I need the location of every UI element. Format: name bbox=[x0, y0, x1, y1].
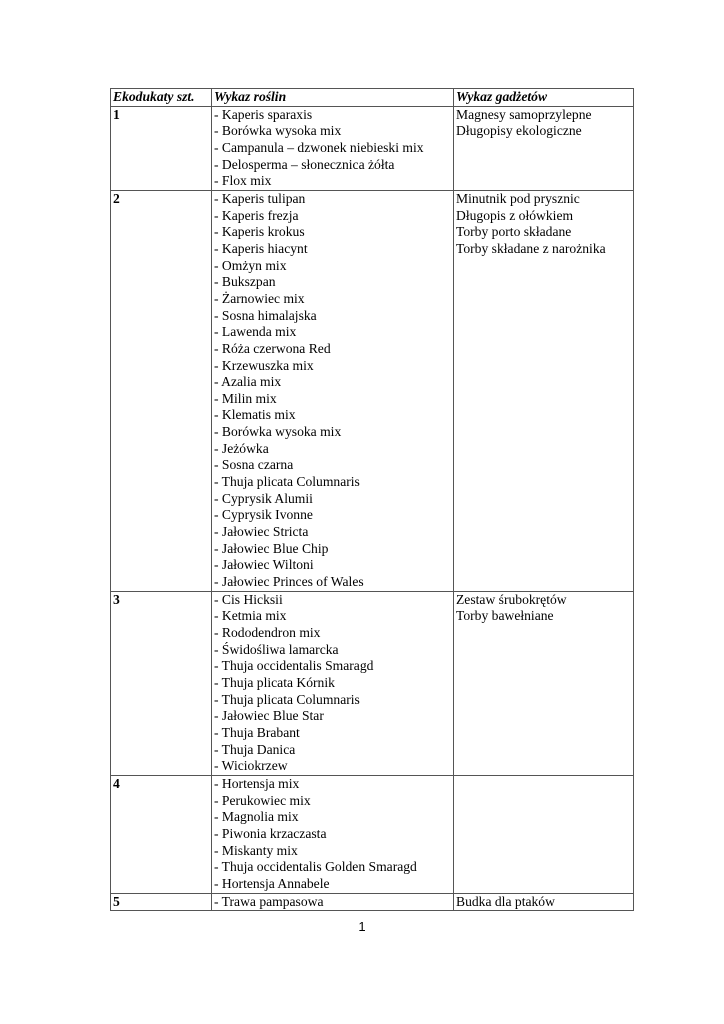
row-number: 4 bbox=[111, 775, 212, 893]
gadget-item: Długopisy ekologiczne bbox=[456, 123, 582, 139]
gadget-item: Torby porto składane bbox=[456, 224, 572, 240]
plants-cell bbox=[212, 190, 454, 591]
gadgets-cell bbox=[454, 893, 634, 911]
gadget-item: Torby bawełniane bbox=[456, 608, 554, 624]
plant-item: - Rododendron mix bbox=[214, 625, 321, 640]
plant-item: - Cyprysik Ivonne bbox=[214, 507, 313, 523]
table-row bbox=[111, 106, 634, 190]
plant-item: - Piwonia krzaczasta bbox=[214, 825, 327, 841]
plant-item: - Omżyn mix bbox=[214, 257, 287, 273]
plant-item: - Borówka wysoka mix bbox=[214, 123, 342, 139]
header-gadgets: Wykaz gadżetów bbox=[454, 89, 634, 107]
plant-item: - Perukowiec mix bbox=[214, 792, 311, 808]
plant-item: - Jeżówka bbox=[214, 440, 269, 456]
plant-item: - Thuja occidentalis Smaragd bbox=[214, 658, 374, 674]
plant-item: - Róża czerwona Red bbox=[214, 340, 331, 356]
table-header-row bbox=[111, 89, 634, 107]
table-row bbox=[111, 591, 634, 775]
plant-item: - Thuja plicata Columnaris bbox=[214, 474, 360, 490]
plants-cell bbox=[212, 775, 454, 893]
plant-item: - Flox mix bbox=[214, 173, 272, 189]
plant-item: - Sosna himalajska bbox=[214, 307, 317, 323]
plant-item: - Thuja Danica bbox=[214, 741, 296, 757]
ekodukaty-table bbox=[110, 88, 634, 911]
plant-item: - Kaperis krokus bbox=[214, 224, 305, 240]
gadgets-cell bbox=[454, 775, 634, 893]
plant-item: - Wiciokrzew bbox=[214, 758, 288, 774]
plants-cell bbox=[212, 893, 454, 911]
plant-item: - Thuja plicata Columnaris bbox=[214, 691, 360, 707]
plants-cell bbox=[212, 591, 454, 775]
plant-item: - Jałowiec Blue Chip bbox=[214, 540, 329, 556]
plant-item: - Cis Hicksii bbox=[214, 591, 283, 607]
plant-item: - Campanula – dzwonek niebieski mix bbox=[214, 139, 424, 155]
plant-item: - Krzewuszka mix bbox=[214, 357, 314, 373]
plant-item: - Miskanty mix bbox=[214, 842, 298, 858]
row-number: 5 bbox=[111, 893, 212, 911]
plant-item: - Thuja occidentalis Golden Smaragd bbox=[214, 859, 417, 875]
gadgets-cell bbox=[454, 591, 634, 775]
row-number: 2 bbox=[111, 190, 212, 591]
gadget-item: Minutnik pod prysznic bbox=[456, 190, 580, 206]
plant-item: - Sosna czarna bbox=[214, 457, 294, 473]
plants-cell bbox=[212, 106, 454, 190]
plant-item: - Thuja Brabant bbox=[214, 724, 300, 740]
plant-item: - Klematis mix bbox=[214, 407, 296, 423]
gadgets-cell bbox=[454, 106, 634, 190]
plant-item: - Delosperma – słonecznica żółta bbox=[214, 156, 395, 172]
plant-item: - Jałowiec Wiltoni bbox=[214, 557, 314, 573]
plant-item: - Hortensja mix bbox=[214, 775, 300, 791]
plant-item: - Świdośliwa lamarcka bbox=[214, 641, 339, 657]
plant-item: - Magnolia mix bbox=[214, 809, 299, 825]
table-row bbox=[111, 190, 634, 591]
gadget-item: Długopis z ołówkiem bbox=[456, 207, 574, 223]
plant-item: - Azalia mix bbox=[214, 374, 282, 390]
gadget-item: Zestaw śrubokrętów bbox=[456, 591, 567, 607]
gadgets-cell bbox=[454, 190, 634, 591]
plant-item: - Jałowiec Blue Star bbox=[214, 708, 324, 724]
plant-item: - Kaperis sparaxis bbox=[214, 106, 313, 122]
plant-item: - Thuja plicata Kórnik bbox=[214, 674, 335, 690]
plant-item: - Lawenda mix bbox=[214, 324, 297, 340]
plant-item: - Żarnowiec mix bbox=[214, 290, 305, 306]
plant-item: - Jałowiec Stricta bbox=[214, 524, 309, 540]
plant-item: - Hortensja Annabele bbox=[214, 875, 330, 891]
gadget-item: Magnesy samoprzylepne bbox=[456, 106, 592, 122]
header-plants: Wykaz roślin bbox=[212, 89, 454, 107]
row-number: 1 bbox=[111, 106, 212, 190]
plant-item: - Ketmia mix bbox=[214, 608, 287, 624]
table-row bbox=[111, 775, 634, 893]
plant-item: - Milin mix bbox=[214, 390, 277, 406]
header-ekodukaty: Ekodukaty szt. bbox=[111, 89, 212, 107]
gadget-item: Torby składane z narożnika bbox=[456, 240, 606, 256]
table-row bbox=[111, 893, 634, 911]
page-number: 1 bbox=[358, 919, 366, 934]
gadget-item: Budka dla ptaków bbox=[456, 893, 555, 909]
plant-item: - Bukszpan bbox=[214, 274, 276, 290]
plant-item: - Trawa pampasowa bbox=[214, 893, 324, 909]
plant-item: - Borówka wysoka mix bbox=[214, 424, 342, 440]
row-number: 3 bbox=[111, 591, 212, 775]
plant-item: - Cyprysik Alumii bbox=[214, 490, 313, 506]
plant-item: - Kaperis frezja bbox=[214, 207, 299, 223]
plant-item: - Kaperis hiacynt bbox=[214, 240, 308, 256]
plant-item: - Jałowiec Princes of Wales bbox=[214, 574, 364, 590]
plant-item: - Kaperis tulipan bbox=[214, 190, 306, 206]
